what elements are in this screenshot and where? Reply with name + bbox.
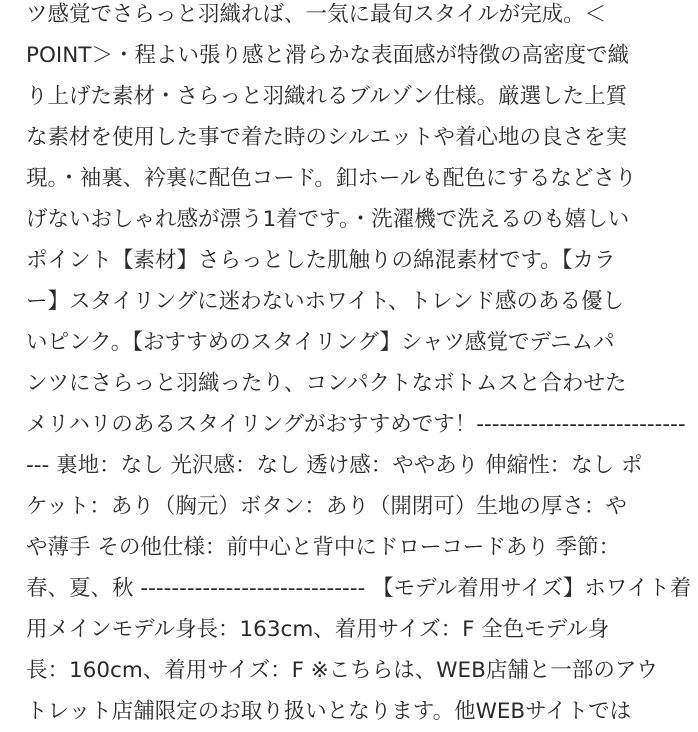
description-line: --- 裏地：なし 光沢感：なし 透け感：ややあり 伸縮性：なし ポ	[26, 453, 643, 478]
description-line: ンツにさらっと羽織ったり、コンパクトなボトムスと合わせた	[26, 371, 627, 396]
description-line: いピンク。【おすすめのスタイリング】シャツ感覚でデニムパ	[26, 330, 615, 355]
description-line: り上げた素材・さらっと羽織れるブルゾン仕様。厳選した上質	[26, 84, 628, 109]
description-line: ツ感覚でさらっと羽織れば、一気に最旬スタイルが完成。＜	[26, 2, 607, 27]
description-line: メリハリのあるスタイリングがおすすめです！---------------------------	[26, 412, 686, 437]
description-line: や薄手 その他仕様：前中心と背中にドローコードあり 季節：	[26, 535, 621, 560]
description-line: 長：160cm、着用サイズ：F ※こちらは、WEB店舗と一部のアウ	[26, 658, 658, 683]
description-line: げないおしゃれ感が漂う1着です。・洗濯機で洗えるのも嬉しい	[26, 207, 630, 232]
description-line: トレット店舗限定のお取り扱いとなります。他WEBサイトでは	[26, 699, 632, 724]
description-line: 現。・袖裏、衿裏に配色コード。釦ホールも配色にするなどさり	[26, 166, 637, 191]
description-line: ポイント【素材】さらっとした肌触りの綿混素材です。【カラ	[26, 248, 616, 273]
description-line: 春、夏、秋 ----------------------------- 【モデル着用サイズ】ホワイト着	[26, 576, 692, 601]
description-line: 用メインモデル身長：163cm、着用サイズ：F 全色モデル身	[26, 617, 610, 642]
description-line: ケット：あり（胸元）ボタン：あり（開閉可）生地の厚さ：や	[26, 494, 627, 519]
description-line: POINT＞・程よい張り感と滑らかな表面感が特徴の高密度で織	[26, 43, 629, 68]
description-line: な素材を使用した事で着た時のシルエットや着心地の良さを実	[26, 125, 628, 150]
description-line: ー】スタイリングに迷わないホワイト、トレンド感のある優し	[26, 289, 625, 314]
